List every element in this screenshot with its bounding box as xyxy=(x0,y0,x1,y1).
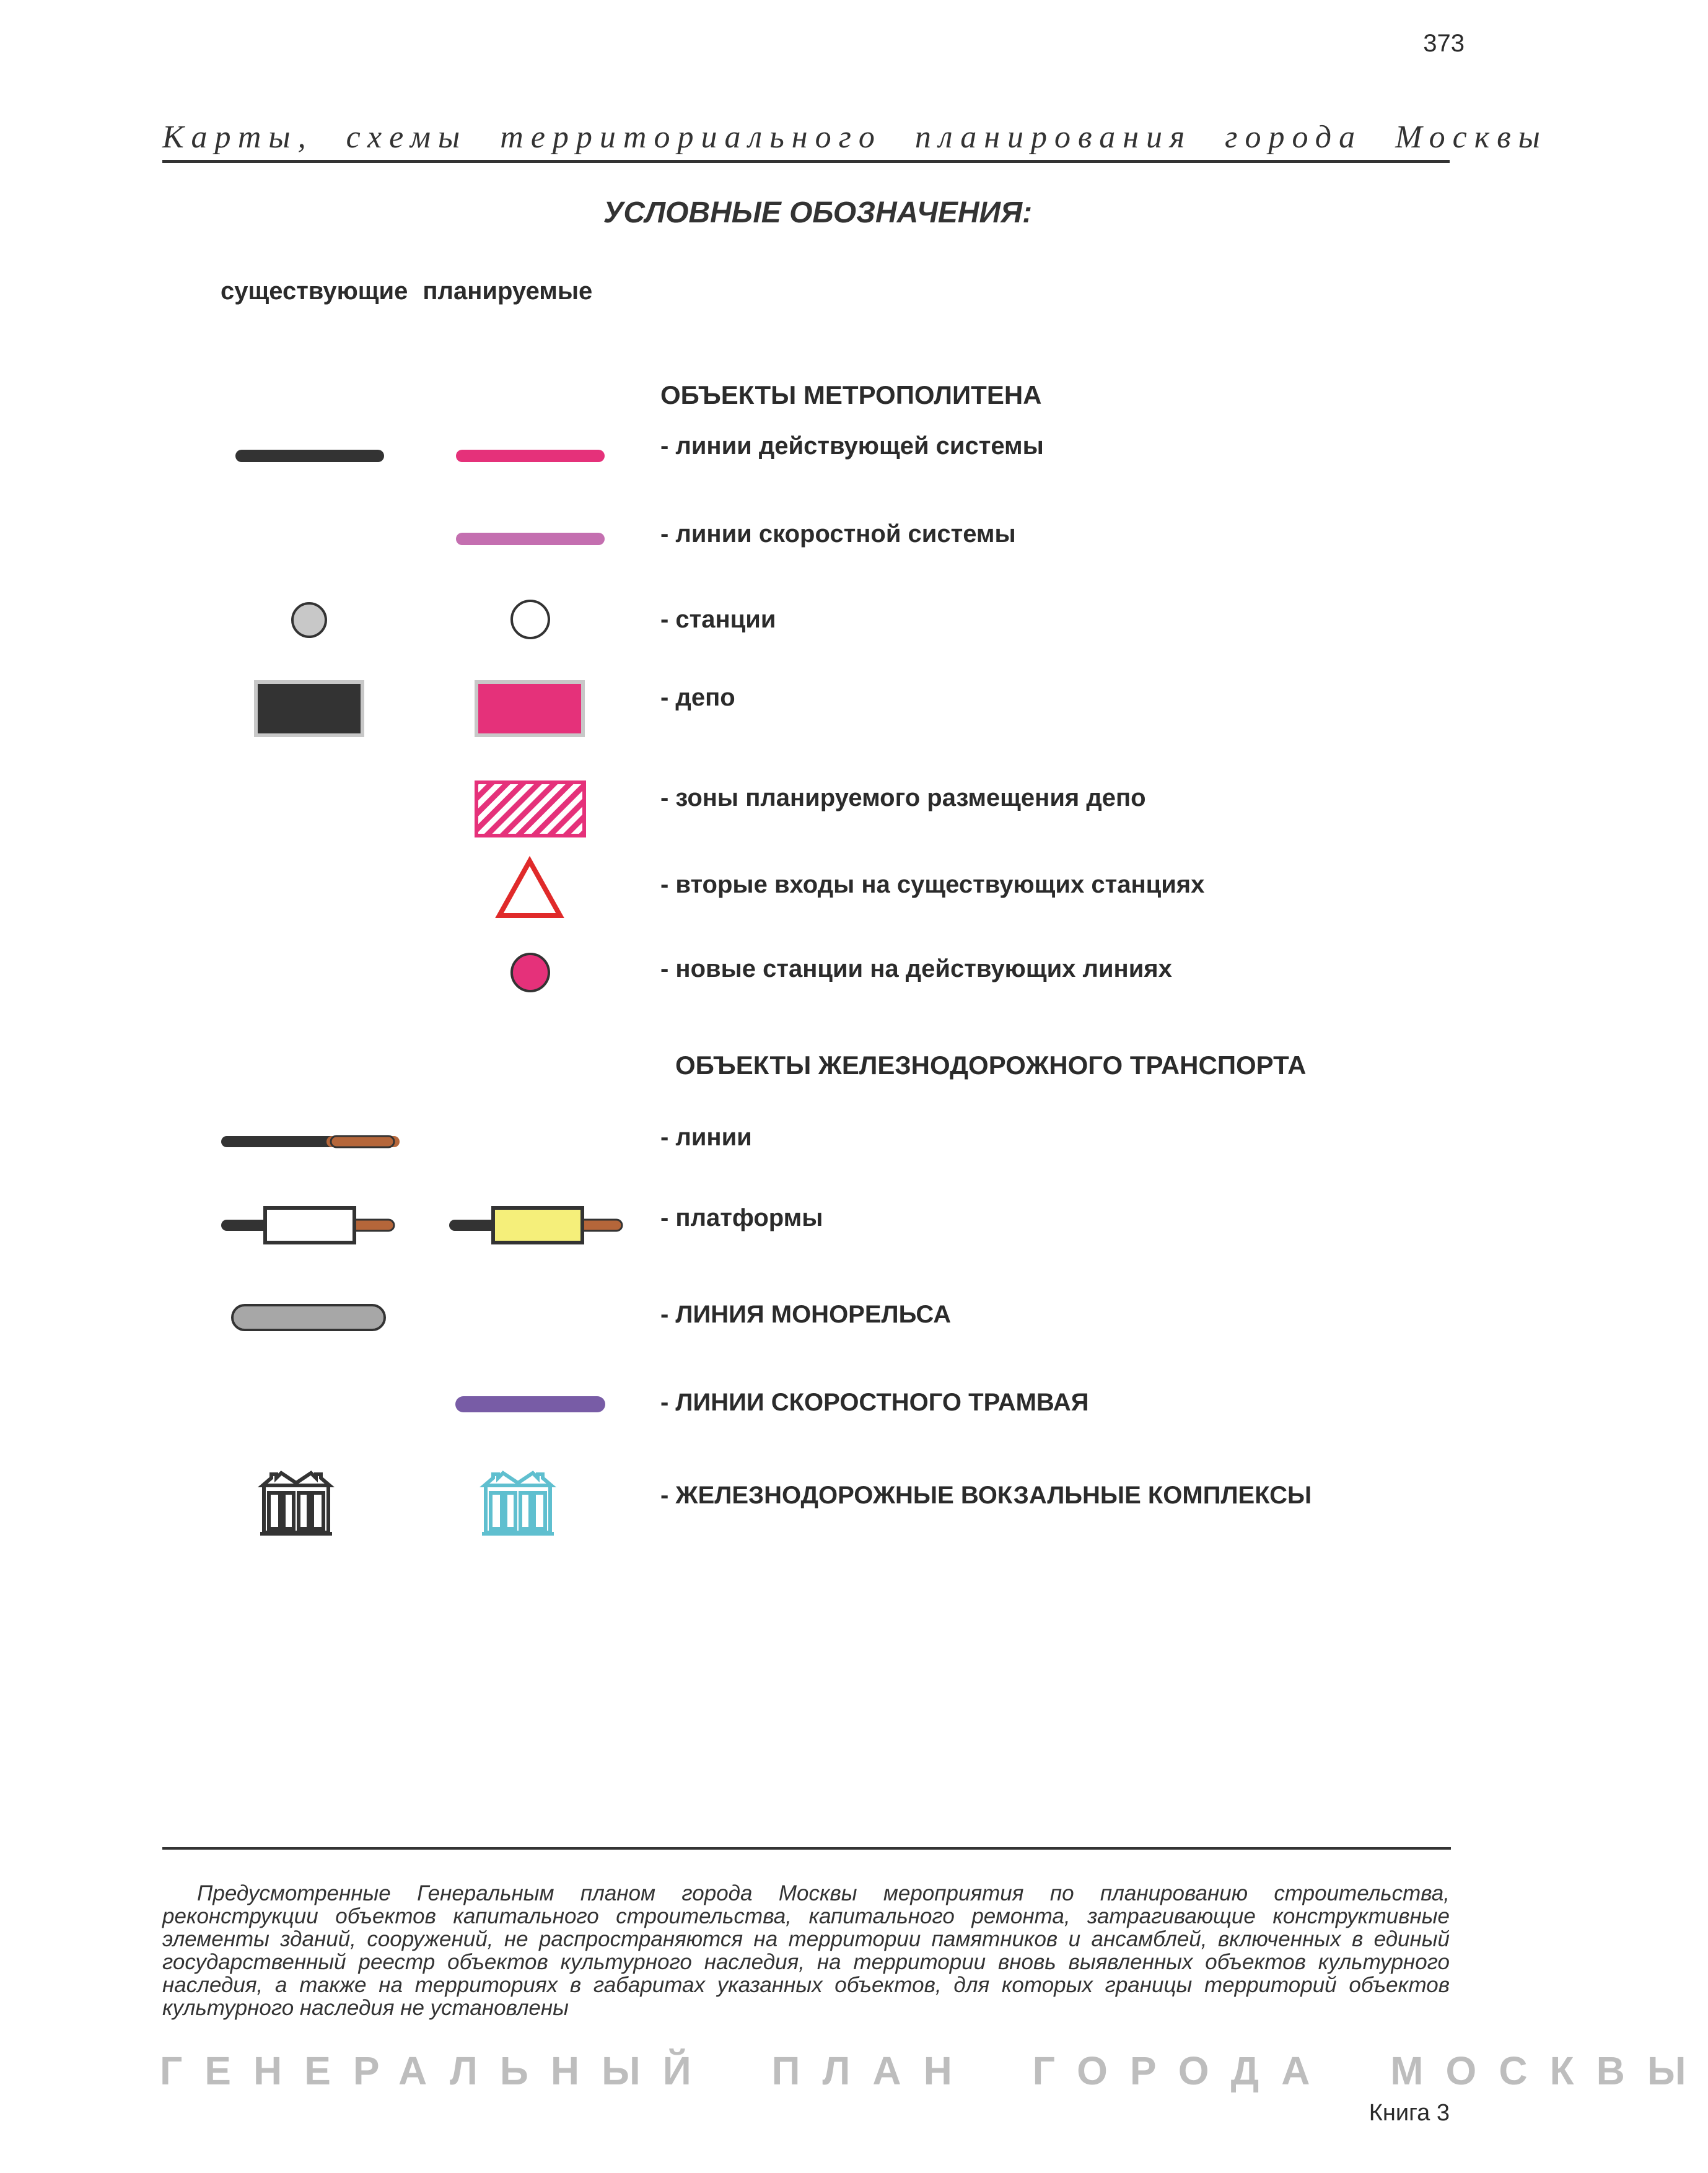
disclaimer-text: Предусмотренные Генеральным планом города Москвы мероприятия по планированию строительства, реконструкции объектов капитального строительства, капитального ремонта, затрагивающие конструктивные элементы зданий, сооружений, не распространяются на территории памятников и ансамблей, включенных в единый государственный реестр объектов культурного наследия, на территории вновь выявленных объектов культурного наследия, а также на территориях в габаритах указанных объектов, для которых границы территорий объектов культурного наследия не установлены xyxy=(162,1881,1450,2020)
footer-rule xyxy=(162,1847,1451,1850)
metro-line-planned-symbol xyxy=(456,444,605,468)
page-number: 373 xyxy=(1423,30,1465,57)
rail-item-lines: - линии xyxy=(660,1124,752,1151)
header-rule xyxy=(162,160,1450,163)
rail-item-speed-tram: - ЛИНИИ СКОРОСТНОГО ТРАМВАЯ xyxy=(660,1389,1089,1416)
rail-line-symbol xyxy=(221,1131,400,1152)
depot-zone-symbol xyxy=(475,780,586,837)
metro-section-title: ОБЪЕКТЫ МЕТРОПОЛИТЕНА xyxy=(660,380,1042,409)
header-title: Карты, схемы территориального планирования города Москвы xyxy=(162,120,1548,155)
railway-terminal-icon xyxy=(259,1471,333,1537)
metro-item-depot-zones: - зоны планируемого размещения депо xyxy=(660,784,1146,811)
rail-item-platforms: - платформы xyxy=(660,1204,823,1231)
metro-item-stations: - станции xyxy=(660,606,776,633)
metro-item-new-stations: - новые станции на действующих линиях xyxy=(660,955,1172,982)
depot-planned-symbol xyxy=(475,680,585,737)
speed-tram-symbol xyxy=(455,1393,606,1416)
railway-terminal-planned-icon xyxy=(481,1471,555,1537)
column-headers xyxy=(221,278,592,305)
column-existing: существующие xyxy=(221,278,408,305)
rail-item-terminals: - ЖЕЛЕЗНОДОРОЖНЫЕ ВОКЗАЛЬНЫЕ КОМПЛЕКСЫ xyxy=(660,1482,1312,1509)
legend-title: УСЛОВНЫЕ ОБОЗНАЧЕНИЯ: xyxy=(603,196,1033,229)
grey-circle-icon xyxy=(289,600,330,641)
metro-line-existing-symbol xyxy=(235,444,384,468)
book-label: Книга 3 xyxy=(1369,2100,1450,2126)
column-planned: планируемые xyxy=(423,278,593,305)
general-plan-title: ГЕНЕРАЛЬНЫЙ ПЛАН ГОРОДА МОСКВЫ xyxy=(160,2048,1708,2093)
magenta-circle-icon xyxy=(509,951,551,994)
red-triangle-icon xyxy=(493,855,566,920)
platform-planned-symbol xyxy=(449,1202,628,1249)
metro-item-depot: - депо xyxy=(660,684,735,711)
monorail-symbol xyxy=(229,1302,388,1334)
rail-item-monorail: - ЛИНИЯ МОНОРЕЛЬСА xyxy=(660,1301,952,1328)
depot-existing-symbol xyxy=(254,680,364,737)
metro-item-speed-lines: - линии скоростной системы xyxy=(660,520,1016,548)
metro-speed-line-planned-symbol xyxy=(456,527,605,551)
white-circle-icon xyxy=(509,598,551,641)
metro-item-active-lines: - линии действующей системы xyxy=(660,432,1044,460)
platform-existing-symbol xyxy=(221,1202,400,1249)
metro-item-second-entrances: - вторые входы на существующих станциях xyxy=(660,871,1205,898)
rail-section-title: ОБЪЕКТЫ ЖЕЛЕЗНОДОРОЖНОГО ТРАНСПОРТА xyxy=(675,1051,1307,1080)
